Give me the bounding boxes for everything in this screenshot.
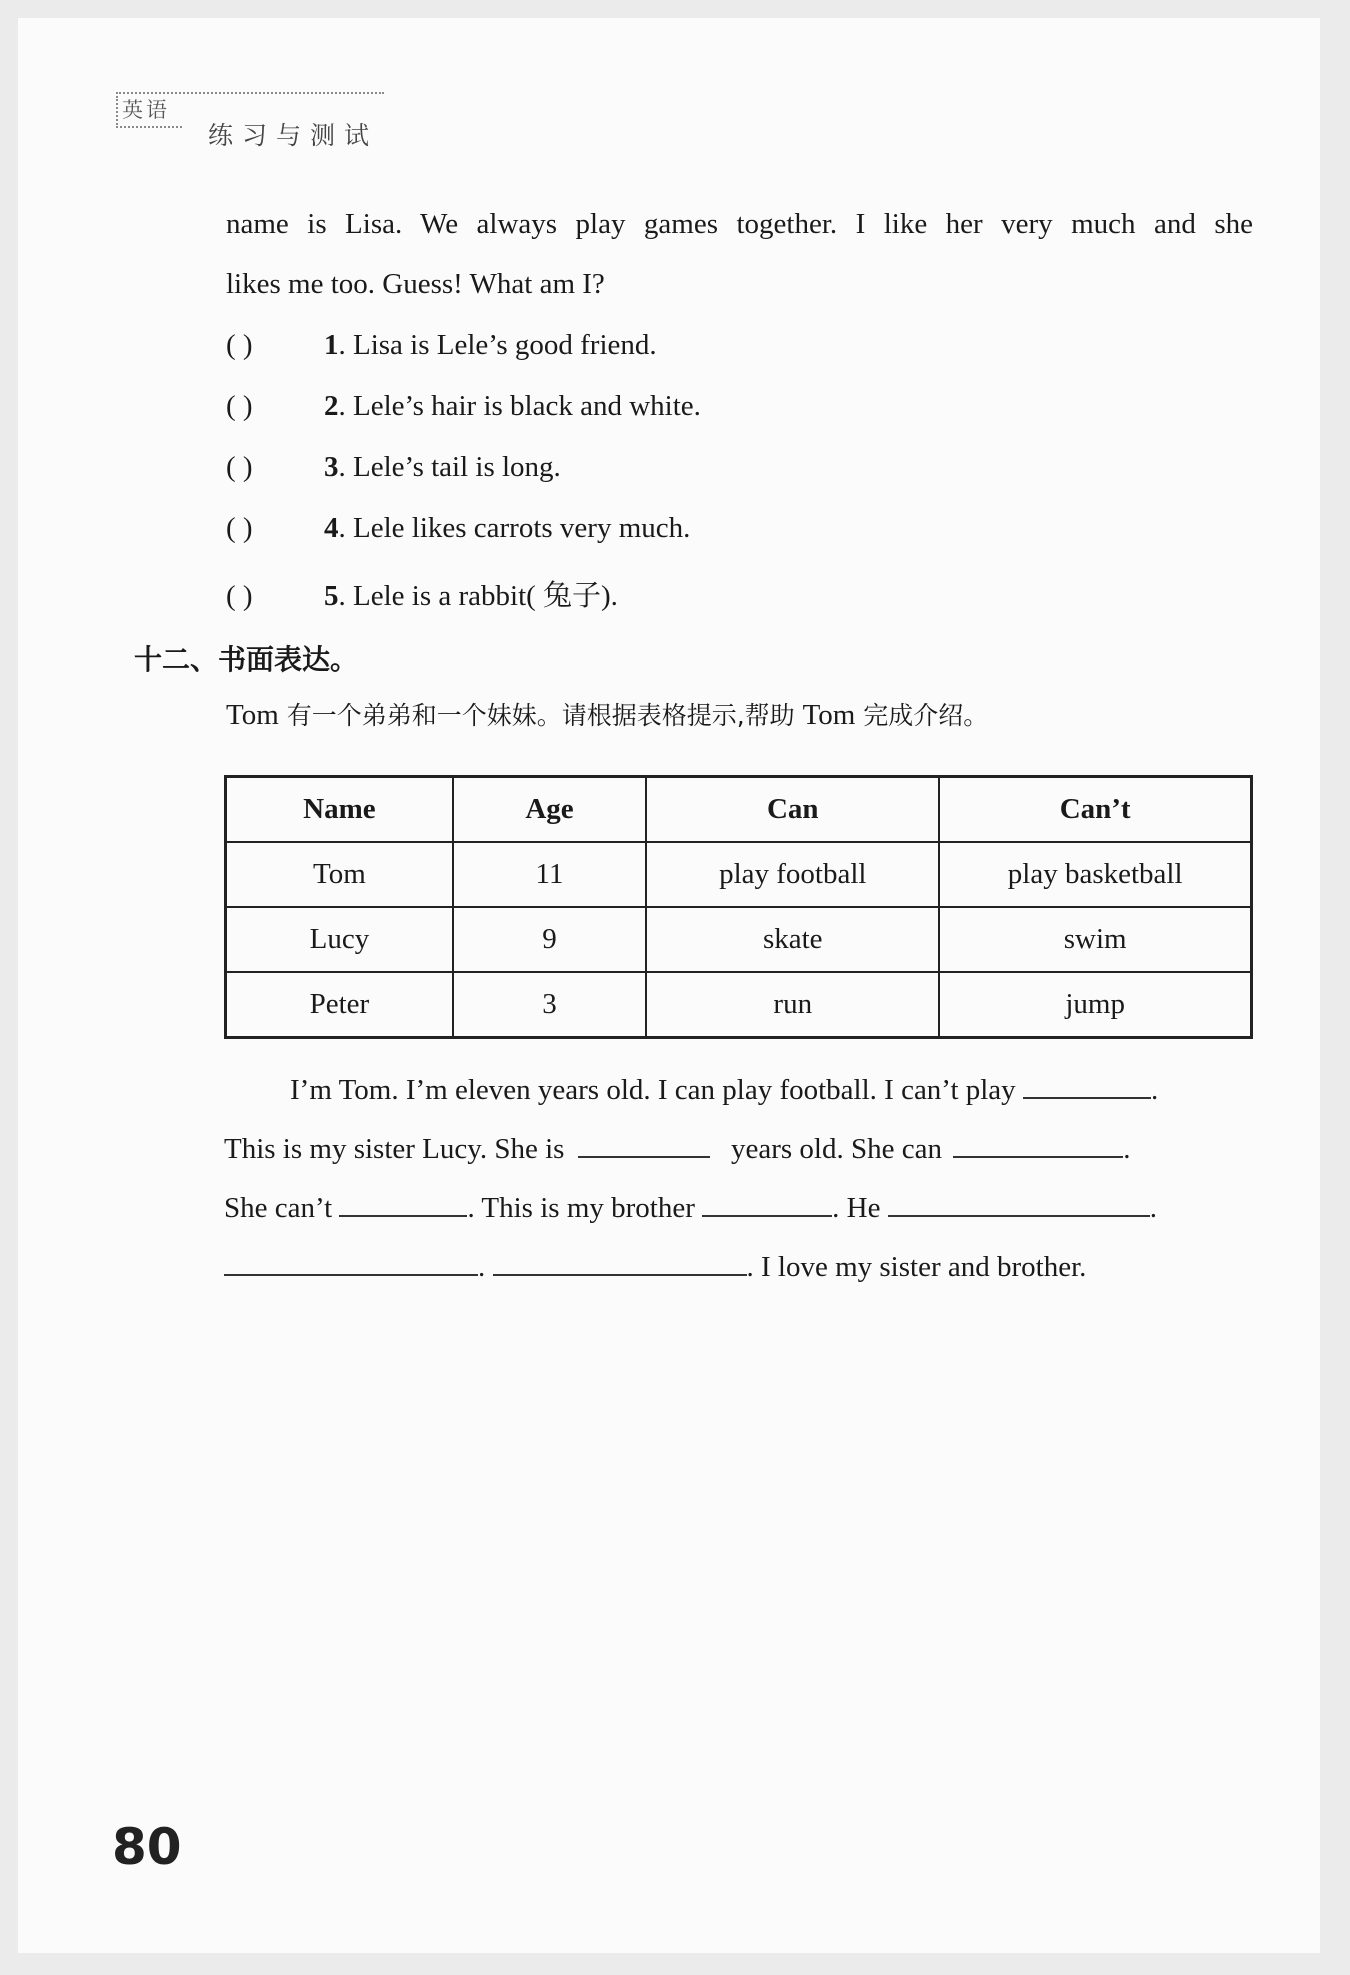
instruction-tom: Tom	[802, 699, 856, 731]
table-cell: 11	[453, 842, 646, 907]
table-cell: 3	[453, 972, 646, 1038]
answer-bracket[interactable]: ( )	[226, 390, 253, 422]
writing-text: . He	[832, 1192, 881, 1224]
writing-text: .	[1150, 1074, 1159, 1106]
instruction-cn-1: 有一个弟弟和一个妹妹。请根据表格提示,帮助	[278, 701, 803, 730]
blank-field[interactable]	[224, 1250, 478, 1276]
table-cell: 9	[453, 907, 646, 972]
question-text: . Lele likes carrots very much.	[338, 512, 691, 544]
question-5	[226, 573, 618, 614]
writing-text: .	[1123, 1133, 1131, 1165]
question-number: 2	[324, 390, 339, 422]
question-number: 1	[324, 329, 339, 361]
question-text: . Lele’s tail is long.	[338, 451, 561, 483]
page-number: 80	[112, 1818, 182, 1876]
section-title: 十二、书面表达。	[134, 643, 359, 676]
blank-field[interactable]	[702, 1191, 832, 1217]
blank-field[interactable]	[953, 1132, 1123, 1158]
writing-line-1	[224, 1073, 1253, 1107]
writing-text: I’m Tom. I’m eleven years old. I can play football. I can’t play	[290, 1074, 1016, 1106]
blank-field[interactable]	[888, 1191, 1150, 1217]
passage-line-1: name is Lisa. We always play games together. I like her very much and she	[226, 208, 1253, 240]
header-can: Can	[646, 777, 939, 843]
table-row	[226, 907, 1252, 972]
passage-line-2: likes me too. Guess! What am I?	[226, 268, 605, 300]
instruction-cn-2: 完成介绍。	[855, 701, 989, 730]
writing-text: . This is my brother	[467, 1192, 695, 1224]
question-1	[226, 329, 657, 362]
answer-bracket[interactable]: ( )	[226, 329, 253, 361]
blank-field[interactable]	[1023, 1073, 1151, 1099]
blank-field[interactable]	[339, 1191, 467, 1217]
header-dotted-rule	[116, 92, 384, 94]
header-age: Age	[453, 777, 646, 843]
table-cell: run	[646, 972, 939, 1038]
table-cell: jump	[939, 972, 1251, 1038]
header-cant: Can’t	[939, 777, 1251, 843]
question-text: . Lele’s hair is black and white.	[338, 390, 701, 422]
table-row	[226, 842, 1252, 907]
subject-label: 英语	[116, 96, 182, 128]
table-cell: swim	[939, 907, 1251, 972]
question-number: 4	[324, 512, 339, 544]
writing-text: .	[1149, 1192, 1157, 1224]
writing-text: years old. She can	[730, 1133, 942, 1165]
question-2	[226, 390, 701, 423]
writing-text: . I love my sister and brother.	[746, 1251, 1087, 1283]
table-cell: skate	[646, 907, 939, 972]
instruction-tom: Tom	[226, 699, 279, 731]
instruction	[226, 696, 988, 732]
writing-line-4	[224, 1250, 1253, 1284]
writing-text: .	[478, 1251, 486, 1283]
writing-text: She can’t	[224, 1192, 333, 1224]
table-cell: Tom	[226, 842, 453, 907]
table-cell: play football	[646, 842, 939, 907]
table-header-row	[226, 777, 1252, 843]
table-cell: play basketball	[939, 842, 1251, 907]
table-row	[226, 972, 1252, 1038]
writing-text: This is my sister Lucy. She is	[224, 1133, 565, 1165]
blank-field[interactable]	[578, 1132, 710, 1158]
answer-bracket[interactable]: ( )	[226, 580, 253, 612]
question-number: 5	[324, 580, 339, 612]
table-cell: Peter	[226, 972, 453, 1038]
table-cell: Lucy	[226, 907, 453, 972]
blank-field[interactable]	[493, 1250, 747, 1276]
question-3	[226, 451, 561, 484]
info-table	[224, 775, 1253, 1039]
answer-bracket[interactable]: ( )	[226, 512, 253, 544]
workbook-page	[18, 18, 1320, 1953]
series-title: 练习与测试	[208, 121, 379, 150]
question-number: 3	[324, 451, 339, 483]
answer-bracket[interactable]: ( )	[226, 451, 253, 483]
question-4	[226, 512, 690, 545]
header-name: Name	[226, 777, 453, 843]
question-text: . Lele is a rabbit( 兔子).	[338, 580, 618, 612]
writing-line-2	[224, 1132, 1253, 1166]
page-header	[116, 88, 384, 158]
writing-line-3	[224, 1191, 1253, 1225]
question-text: . Lisa is Lele’s good friend.	[338, 329, 657, 361]
